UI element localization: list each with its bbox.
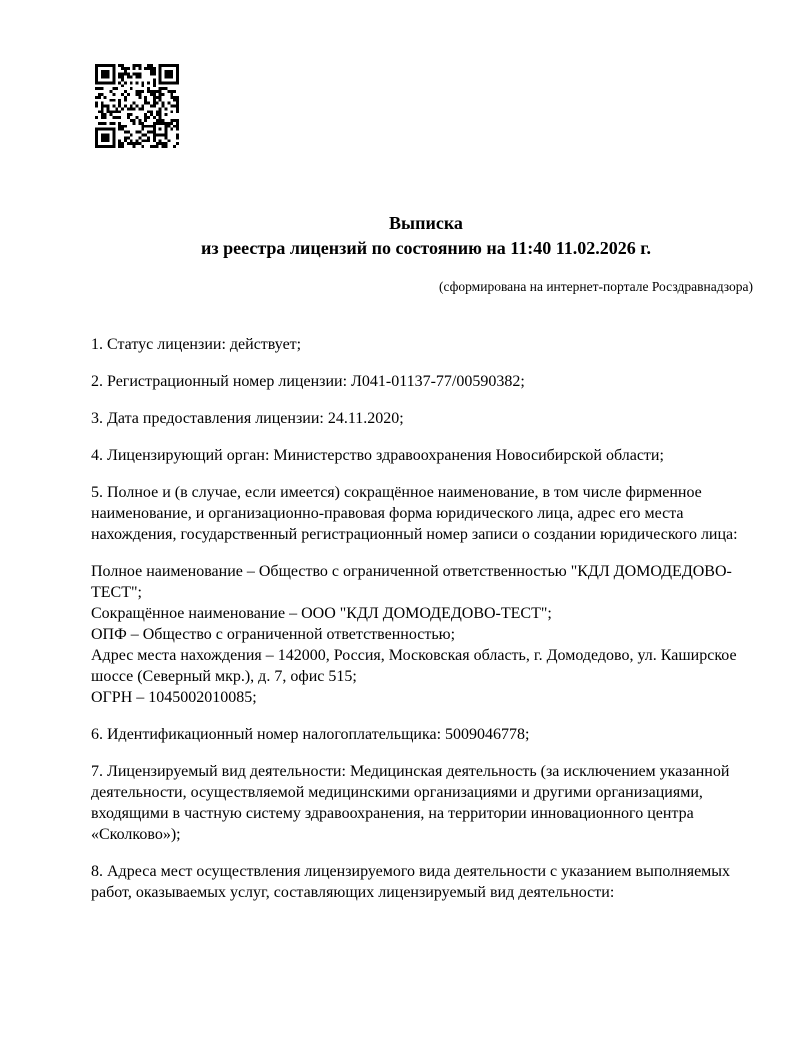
licensing-authority-line: 4. Лицензирующий орган: Министерство здравоохранения Новосибирской области; [91, 447, 664, 464]
org-ogrn-line: ОГРН – 1045002010085; [91, 689, 257, 706]
document-title [91, 211, 761, 261]
org-details-block [91, 561, 761, 708]
org-short-name-line: Сокращённое наименование – ООО "КДЛ ДОМОДЕДОВО-ТЕСТ"; [91, 605, 552, 622]
org-address-line: Адрес места нахождения – 142000, Россия, Московская область, г. Домодедово, ул. Каширское шоссе (Северный мкр.), д. 7, офис 515; [91, 647, 737, 685]
document-content [91, 0, 761, 919]
document-title-line1: Выписка [389, 213, 463, 233]
org-legal-form-line: ОПФ – Общество с ограниченной ответственностью; [91, 626, 456, 643]
document-subtitle: (сформирована на интернет-портале Росздравнадзора) [438, 279, 753, 294]
licensed-activity-line: 7. Лицензируемый вид деятельности: Медицинская деятельность (за исключением указанной деятельности, осуществляемой медицинскими организациями и другими организациями, входящими в частную систему здравоохранения, на территории инновационного центра «Сколково»); [91, 763, 730, 843]
org-info-heading: 5. Полное и (в случае, если имеется) сокращённое наименование, в том числе фирменное наименование, и организационно-правовая форма юридического лица, адрес его места нахождения, государственный регистрационный номер записи о создании юридического лица: [91, 484, 738, 543]
document-title-line2: из реестра лицензий по состоянию на 11:40 11.02.2026 г. [201, 238, 651, 258]
license-grant-date-line: 3. Дата предоставления лицензии: 24.11.2020; [91, 410, 404, 427]
org-full-name-line: Полное наименование – Общество с ограниченной ответственностью "КДЛ ДОМОДЕДОВО-ТЕСТ"; [91, 563, 732, 601]
document-body [91, 334, 761, 903]
taxpayer-inn-line: 6. Идентификационный номер налогоплательщика: 5009046778; [91, 726, 530, 743]
activity-addresses-heading: 8. Адреса мест осуществления лицензируемого вида деятельности с указанием выполняемых работ, оказываемых услуг, составляющих лицензируемый вид деятельности: [91, 863, 731, 901]
license-reg-number-line: 2. Регистрационный номер лицензии: Л041-01137-77/00590382; [91, 373, 525, 390]
license-status-line: 1. Статус лицензии: действует; [91, 336, 302, 353]
